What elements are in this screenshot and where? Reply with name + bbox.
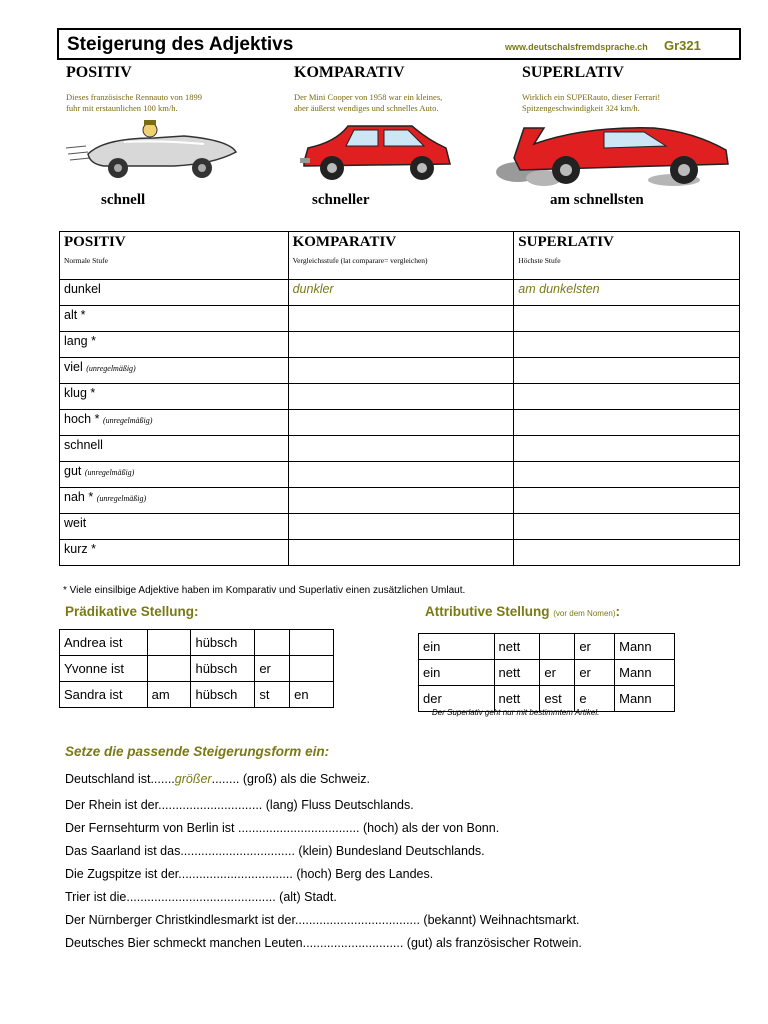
positiv-cell: weit (60, 514, 289, 540)
superlativ-cell[interactable] (514, 332, 740, 358)
superlativ-cell[interactable] (514, 488, 740, 514)
table-row (60, 306, 740, 332)
intro-desc-komparativ: Der Mini Cooper von 1958 war ein kleines, aber äußerst wendiges und schnelles Auto. (294, 92, 443, 113)
table-row (60, 384, 740, 410)
page-title: Steigerung des Adjektivs (67, 34, 294, 55)
header-komparativ: KOMPARATIV Vergleichsstufe (lat comparare= vergleichen) (288, 232, 514, 280)
exercise-line[interactable]: Deutsches Bier schmeckt manchen Leuten............................. (gut) als französischer Rotwein. (65, 936, 582, 950)
exercise-line[interactable]: Der Fernsehturm von Berlin ist ................................... (hoch) als der von Bonn. (65, 821, 500, 835)
intro-word-komparativ: schneller (312, 192, 370, 208)
komparativ-cell[interactable] (288, 514, 514, 540)
header-superlativ: SUPERLATIV Höchste Stufe (514, 232, 740, 280)
ferrari-illustration (494, 118, 734, 192)
intro-desc-positiv: Dieses französische Rennauto von 1899 fuhr mit erstaunlichen 100 km/h. (66, 92, 202, 113)
table-row: der nett est e Mann (419, 686, 675, 712)
table-row (60, 280, 740, 306)
table-row: ein nett er Mann (419, 634, 675, 660)
table-row (60, 332, 740, 358)
superlativ-cell[interactable] (514, 306, 740, 332)
superlativ-cell[interactable] (514, 436, 740, 462)
positiv-cell: alt * (60, 306, 289, 332)
exercise-example: Deutschland ist.......größer........ (groß) als die Schweiz. (65, 772, 370, 786)
table-row (60, 488, 740, 514)
komparativ-cell[interactable] (288, 306, 514, 332)
table-row: Yvonne ist hübsch er (60, 656, 334, 682)
superlativ-cell[interactable] (514, 410, 740, 436)
komparativ-cell[interactable] (288, 410, 514, 436)
positiv-cell: viel (unregelmäßig) (60, 358, 289, 384)
header-positiv: POSITIV Normale Stufe (60, 232, 289, 280)
komparativ-cell[interactable] (288, 358, 514, 384)
mini-cooper-illustration (296, 118, 456, 188)
komparativ-cell[interactable]: dunkler (288, 280, 514, 306)
superlativ-cell[interactable] (514, 462, 740, 488)
exercise-line[interactable]: Das Saarland ist das................................. (klein) Bundesland Deutschlands. (65, 844, 485, 858)
intro-desc-superlativ: Wirklich ein SUPERauto, dieser Ferrari! Spitzengeschwindigkeit 324 km/h. (522, 92, 661, 113)
exercise-title: Setze die passende Steigerungsform ein: (65, 744, 330, 759)
table-row: Andrea ist hübsch (60, 630, 334, 656)
table-row (60, 358, 740, 384)
superlativ-cell[interactable] (514, 514, 740, 540)
table-row (60, 436, 740, 462)
footnote: * Viele einsilbige Adjektive haben im Komparativ und Superlativ einen zusätzlichen Umlaut. (63, 585, 466, 596)
exercise-line[interactable]: Die Zugspitze ist der................................. (hoch) Berg des Landes. (65, 867, 434, 881)
superlativ-cell[interactable] (514, 540, 740, 566)
attributiv-title: Attributive Stellung (vor dem Nomen): (425, 604, 621, 619)
table-row (60, 514, 740, 540)
table-row (60, 410, 740, 436)
exercise-line[interactable]: Der Rhein ist der.............................. (lang) Fluss Deutschlands. (65, 798, 414, 812)
komparativ-cell[interactable] (288, 436, 514, 462)
positiv-cell: gut (unregelmäßig) (60, 462, 289, 488)
intro-word-positiv: schnell (101, 192, 146, 208)
komparativ-cell[interactable] (288, 332, 514, 358)
positiv-cell: lang * (60, 332, 289, 358)
superlativ-cell[interactable]: am dunkelsten (514, 280, 740, 306)
positiv-cell: kurz * (60, 540, 289, 566)
comparison-table (59, 231, 740, 566)
positiv-cell: schnell (60, 436, 289, 462)
positiv-cell: klug * (60, 384, 289, 410)
exercise-line[interactable]: Trier ist die........................................... (alt) Stadt. (65, 890, 337, 904)
komparativ-cell[interactable] (288, 462, 514, 488)
positiv-cell: dunkel (60, 280, 289, 306)
worksheet-code: Gr321 (664, 38, 701, 53)
positiv-cell: hoch * (unregelmäßig) (60, 410, 289, 436)
exercise-line[interactable]: Der Nürnberger Christkindlesmarkt ist der.................................... (bekannt) Weihnachtsmarkt. (65, 913, 580, 927)
positiv-cell: nah * (unregelmäßig) (60, 488, 289, 514)
race-car-illustration (64, 112, 240, 188)
attributiv-note: Der Superlativ geht nur mit bestimmtem Artikel. (432, 708, 600, 717)
intro-word-superlativ: am schnellsten (550, 192, 644, 208)
site-url[interactable]: www.deutschalsfremdsprache.ch (505, 42, 648, 52)
table-row (60, 462, 740, 488)
table-row (60, 540, 740, 566)
attributiv-table (418, 633, 675, 712)
table-header-row (60, 232, 740, 280)
komparativ-cell[interactable] (288, 488, 514, 514)
praedikativ-title: Prädikative Stellung: (65, 604, 199, 619)
superlativ-cell[interactable] (514, 384, 740, 410)
intro-heading-positiv: POSITIV (66, 64, 132, 81)
intro-heading-komparativ: KOMPARATIV (294, 64, 405, 81)
komparativ-cell[interactable] (288, 540, 514, 566)
table-row: Sandra ist am hübsch st en (60, 682, 334, 708)
komparativ-cell[interactable] (288, 384, 514, 410)
intro-heading-superlativ: SUPERLATIV (522, 64, 624, 81)
praedikativ-table (59, 629, 334, 708)
superlativ-cell[interactable] (514, 358, 740, 384)
table-row: ein nett er er Mann (419, 660, 675, 686)
header-box (57, 28, 741, 60)
